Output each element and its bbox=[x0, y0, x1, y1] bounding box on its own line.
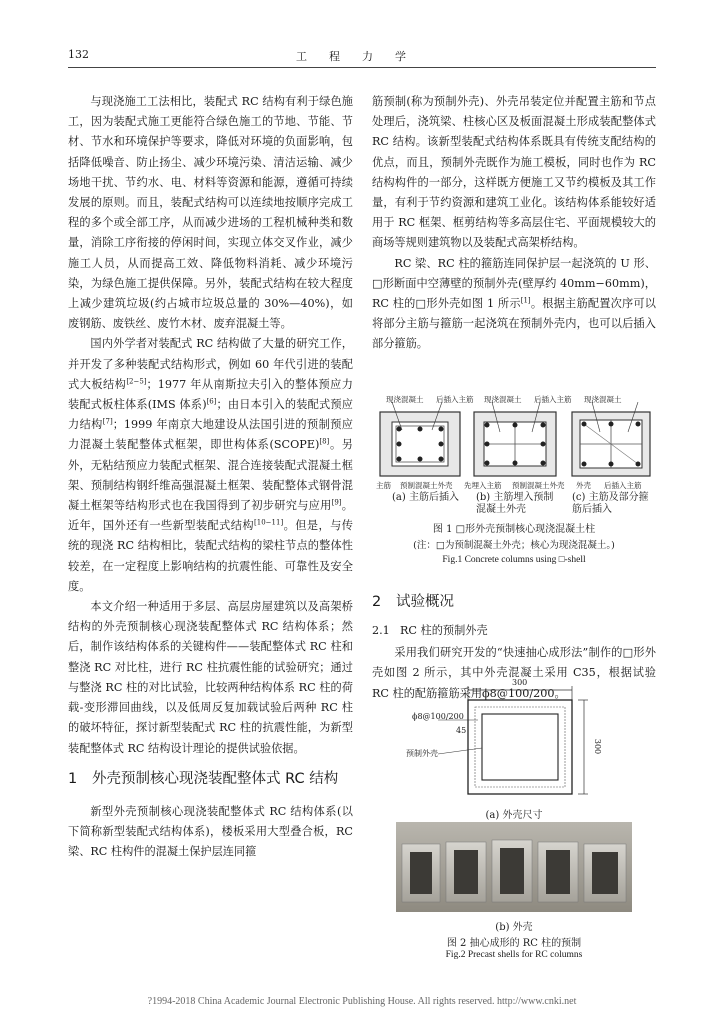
left-column bbox=[68, 92, 353, 862]
paragraph: 新型外壳预制核心现浇装配整体式 RC 结构体系(以下简称新型装配式结构体系)，楼板采用大型叠合板，RC 梁、RC 柱构件的混凝土保护层连同箍 bbox=[68, 804, 353, 859]
paragraph: 本文介绍一种适用于多层、高层房屋建筑以及高架桥结构的外壳预制核心现浇装配整体式 RC 结构体系；然后，制作该结构体系的关键构件——装配整体式 RC 柱和整浇 RC 对比柱，进行 RC 柱抗震性能的试验研究；通过与整浇 RC 柱的对比试验，比较两种结构体系 RC 柱的荷载-变形滞回曲线，以及低周反复加载试验后两种 RC 柱的破坏特征，探讨新型装配式 RC 柱的抗震性能，为新型装配整体式 RC 结构设计理论的提供试验依据。 bbox=[68, 600, 353, 755]
text-run: 。另外，无粘结预应力装配式框架、混合连接装配式混凝土框架、预制结构钢纤维高强混凝土框架、装配整体式钢骨混凝土框架等结构形式也在我国得到了初步研究与应用 bbox=[68, 438, 353, 513]
fig1-label: 现浇混凝土 bbox=[484, 395, 522, 404]
section-number: 2 bbox=[372, 594, 382, 610]
fig2-subcaption-b: (b) 外壳 bbox=[495, 922, 533, 933]
citation: [7] bbox=[102, 417, 113, 426]
fig1-label: 先埋入主筋 bbox=[464, 481, 502, 490]
shell-block bbox=[492, 840, 532, 902]
text-run: ；1977 年从南斯拉夫引入的整体预应力装配式板柱体系(IMS 体系) bbox=[68, 377, 353, 412]
citation: [10−11] bbox=[254, 518, 284, 527]
section-title: 外壳预制核心现浇装配整体式 RC 结构 bbox=[92, 770, 339, 787]
section-c-drawing bbox=[572, 402, 650, 476]
shell-block bbox=[446, 842, 486, 902]
paragraph: 筋预制(称为预制外壳)、外壳吊装定位并配置主筋和节点处理后，浇筑梁、柱核心区及板面混凝土形成装配整体式 RC 结构。该新型装配式结构体系既具有传统支配结构的优点，而且，预制外壳既作为施工模板，同时也作为 RC 结构构件的一部分，这样既方便施工又节约模板及其工作量，有利于节约资源和建筑工业化。该结构体系能较好适用于 RC 框架、框剪结构等多高层住宅、平面规模较大的商场等规则建筑物以及装配式高架桥结构。 bbox=[372, 95, 656, 250]
citation: [9] bbox=[331, 498, 342, 507]
text-run: 。近年，国外还有一些新型装配式结构 bbox=[68, 499, 353, 533]
section-b-drawing bbox=[474, 402, 556, 476]
shell-block bbox=[402, 844, 440, 902]
fig2-shell-dimensions bbox=[372, 680, 656, 800]
fig2-shell-photo bbox=[372, 822, 656, 912]
citation: [1] bbox=[520, 296, 531, 305]
shell-block bbox=[584, 844, 626, 902]
fig1-subcaption-b: (b) 主筋埋入预制混凝土外壳 bbox=[476, 492, 554, 515]
fig1-label: 后插入主筋 bbox=[436, 395, 474, 404]
fig1-label: 后插入主筋 bbox=[534, 395, 572, 404]
text-run: 。但是，与传统的现浇 RC 结构相比，装配式结构的梁柱节点的整体性较差，在一定程度上影响结构的抗震性能、可靠性及安全度。 bbox=[68, 519, 353, 593]
fig2-subcaption-a: (a) 外壳尺寸 bbox=[485, 810, 543, 821]
citation: [2−5] bbox=[126, 377, 147, 386]
paragraph-literature bbox=[68, 334, 353, 597]
journal-title: 工程力学 bbox=[296, 50, 428, 63]
fig1-subcaption-a: (a) 主筋后插入 bbox=[392, 492, 459, 503]
page-header bbox=[68, 48, 656, 64]
fig2-wall: 45 bbox=[456, 726, 467, 735]
fig1-column-sections bbox=[372, 402, 656, 482]
paragraph: 采用我们研究开发的“快速抽心成形法”制作的□形外壳如图 2 所示，其中外壳混凝土采用 C35，根据试验 RC 柱的配筋箍筋采用ϕ8@100/200。 bbox=[372, 646, 656, 700]
copyright-footer: ?1994-2018 China Academic Journal Electronic Publishing House. All rights reserved. http://www.cnki.net bbox=[147, 996, 577, 1007]
fig2-shell-label: 预制外壳 bbox=[406, 749, 438, 758]
fig2-dim-side: 300 bbox=[593, 738, 603, 755]
text-run: ；由日本引入的装配式预应力结构 bbox=[68, 398, 353, 432]
fig1-label: 主筋 bbox=[376, 481, 391, 490]
shell-block bbox=[538, 842, 578, 902]
paragraph: 与现浇施工工法相比，装配式 RC 结构有利于绿色施工，因为装配式施工更能符合绿色施工的节地、节能、节材、节水和环境保护等要求，降低对环境的负面影响，包括降低噪音、防止扬尘、减少环境污染、清洁运输、减少场地干扰、节约水、电、材料等资源和能源，遵循可持续发展的原则。而且，装配式结构可以连续地按顺序完成工程的多个或全部工序，从而减少进场的工程机械种类和数量，消除工序衔接的停闲时间，实现立体交叉作业，减少施工人员，从而提高工效、降低物料消耗、减少环境污染，为绿色施工提供保障。另外，装配式结构在较大程度上减少建筑垃圾(约占城市垃圾总量的 30%—40%)，如废钢筋、废铁丝、废竹木材、废弃混凝土等。 bbox=[68, 95, 353, 331]
section-heading-2 bbox=[372, 592, 656, 613]
figure-1 bbox=[372, 392, 656, 582]
fig2-caption-en: Fig.2 Precast shells for RC columns bbox=[445, 950, 583, 960]
subsection-title: RC 柱的预制外壳 bbox=[400, 624, 488, 637]
fig1-caption-cn: 图 1 □形外壳预制核心现浇混凝土柱 bbox=[432, 524, 596, 535]
page-number: 132 bbox=[68, 48, 89, 61]
text-run: 。根据主筋配置次序可以将部分主筋与箍筋一起浇筑在预制外壳内，也可以后插入部分箍筋。 bbox=[372, 297, 656, 351]
subsection-heading-2-1 bbox=[372, 621, 656, 641]
fig2-rebar: ϕ8@100/200 bbox=[412, 712, 464, 721]
header-rule bbox=[68, 67, 656, 68]
fig2-caption-cn: 图 2 抽心成形的 RC 柱的预制 bbox=[446, 938, 582, 949]
citation: [8] bbox=[319, 437, 330, 446]
text-run: 国内外学者对装配式 RC 结构做了大量的研究工作，并开发了多种装配式结构形式，例如 60 年代引进的装配式大板结构 bbox=[68, 337, 353, 391]
subsection-number: 2.1 bbox=[372, 624, 390, 637]
citation: [6] bbox=[206, 397, 217, 406]
section-title: 试验概况 bbox=[396, 594, 454, 610]
figure-2 bbox=[372, 678, 656, 960]
fig1-label: 现浇混凝土 bbox=[584, 395, 622, 404]
paragraph bbox=[372, 254, 656, 355]
right-column bbox=[372, 92, 656, 355]
fig1-caption-en: Fig.1 Concrete columns using □-shell bbox=[442, 555, 586, 565]
section-number: 1 bbox=[68, 770, 78, 787]
fig1-note: (注：□为预制混凝土外壳；核心为现浇混凝土。) bbox=[413, 540, 615, 551]
fig1-label: 外壳 bbox=[576, 481, 591, 490]
fig1-label: 预制混凝土外壳 bbox=[512, 481, 565, 490]
fig1-label: 现浇混凝土 bbox=[386, 395, 424, 404]
fig1-label: 后插入主筋 bbox=[604, 481, 642, 490]
fig1-label: 预制混凝土外壳 bbox=[400, 481, 453, 490]
text-run: ；1999 年南京大地建设从法国引进的预制预应力混凝土装配整体式框架，即世构体系(SCOPE) bbox=[68, 418, 353, 452]
text-run: RC 梁、RC 柱的箍筋连同保护层一起浇筑的 U 形、□形断面中空薄壁的预制外壳(壁厚约 40mm−60mm)，RC 柱的□形外壳如图 1 所示 bbox=[372, 256, 656, 311]
section-heading-1 bbox=[68, 769, 353, 790]
fig2-dim-top: 300 bbox=[512, 678, 528, 687]
section-a-drawing bbox=[380, 402, 460, 476]
fig1-subcaption-c: (c) 主筋及部分箍筋后插入 bbox=[572, 492, 649, 515]
